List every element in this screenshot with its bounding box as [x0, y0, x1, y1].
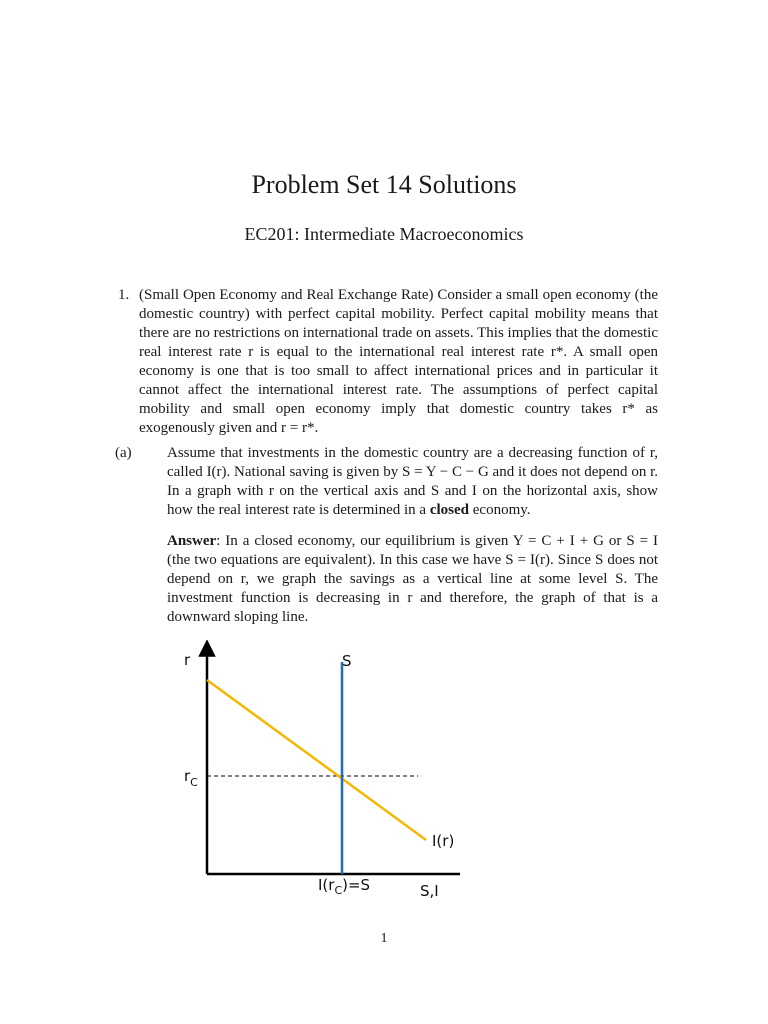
problem-intro: (Small Open Economy and Real Exchange Rate) Consider a small open economy (the domestic country) with perfect capital mobility. Perfect capital mobility means that there are no restrictions on international trade on assets. This implies that the domestic real interest rate r is equal to the international real interest rate r*. A small open economy is one that is too small to affect international prices and in particular it cannot affect the international interest rate. The assumptions of perfect capital mobility and small open economy imply that domestic country takes r* as exogenously given and r = r*.	[139, 287, 658, 436]
y-axis-label: r	[184, 651, 191, 669]
x-axis-label: S,I	[420, 882, 439, 900]
answer-label: Answer	[167, 533, 217, 549]
quantity-label-sub: C	[334, 884, 343, 897]
investment-label: I(r)	[432, 832, 455, 850]
part-a-question	[167, 444, 658, 520]
problem-number: 1.	[118, 287, 130, 303]
equilibrium-quantity-label	[318, 876, 370, 897]
part-a-answer	[167, 532, 658, 627]
course-subtitle: EC201: Intermediate Macroeconomics	[244, 224, 524, 244]
equilibrium-rate-label	[184, 767, 198, 789]
quantity-label-suffix: )=S	[342, 876, 371, 894]
part-a	[115, 444, 658, 520]
part-a-text-before: Assume that investments in the domestic country are a decreasing function of r, called I(r). National saving is given by S = Y − C − G and it does not depend on r. In a graph with r on the vertical axis and S and I on the horizontal axis, show how the real interest rate is determined in a	[167, 445, 658, 518]
page-number: 1	[380, 931, 388, 946]
savings-label: S	[342, 652, 352, 670]
part-a-text-bold: closed	[429, 502, 469, 518]
investment-line	[207, 680, 426, 840]
answer-text: : In a closed economy, our equilibrium is given Y = C + I + G or S = I (the two equations are equivalent). In this case we have S = I(r). Since S does not depend on r, we graph the savings as a vertical line at some level S. The investment function is decreasing in r and therefore, the graph of that is a downward sloping line.	[167, 533, 658, 625]
rate-label-sub: C	[190, 776, 198, 789]
problem-1	[115, 286, 658, 627]
rate-label-main: r	[184, 767, 191, 785]
quantity-label-prefix: I(r	[318, 876, 335, 894]
part-a-label: (a)	[115, 445, 132, 461]
page-title: Problem Set 14 Solutions	[251, 170, 517, 199]
savings-investment-chart	[170, 640, 470, 910]
part-a-text-after: economy.	[472, 502, 531, 518]
